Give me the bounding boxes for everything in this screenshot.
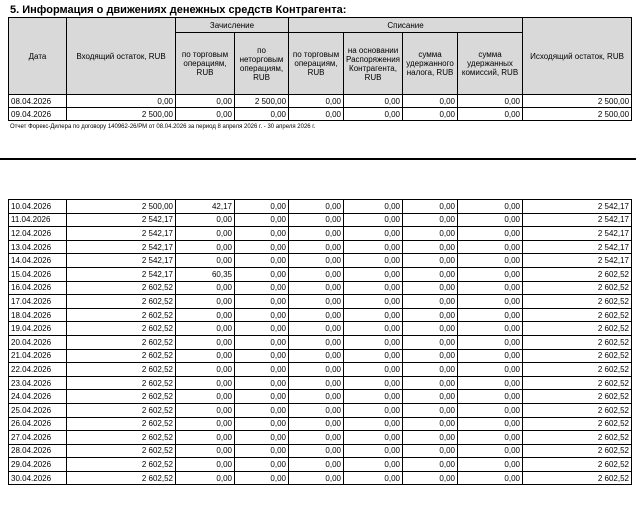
cell-date: 12.04.2026 <box>9 227 67 241</box>
cell-amount: 2 542,17 <box>523 227 632 241</box>
cell-amount: 0,00 <box>289 240 344 254</box>
cell-amount: 0,00 <box>344 200 403 214</box>
cash-movements-table <box>8 17 632 121</box>
cell-amount: 0,00 <box>235 335 289 349</box>
cell-amount: 0,00 <box>176 444 235 458</box>
cell-amount: 0,00 <box>289 281 344 295</box>
cell-amount: 0,00 <box>403 240 458 254</box>
cell-amount: 0,00 <box>344 349 403 363</box>
cell-amount: 0,00 <box>344 471 403 485</box>
header-debit-trade: по торговым операциям, RUB <box>289 33 344 95</box>
cell-date: 17.04.2026 <box>9 295 67 309</box>
cell-amount: 0,00 <box>289 417 344 431</box>
cell-amount: 0,00 <box>235 471 289 485</box>
cell-date: 27.04.2026 <box>9 431 67 445</box>
cell-amount: 0,00 <box>403 200 458 214</box>
cell-date: 22.04.2026 <box>9 363 67 377</box>
cell-amount: 0,00 <box>458 335 523 349</box>
table-row <box>9 308 632 322</box>
table-row <box>9 281 632 295</box>
cell-amount: 2 602,52 <box>67 403 176 417</box>
cell-amount: 0,00 <box>403 227 458 241</box>
cell-amount: 2 500,00 <box>235 95 289 108</box>
cell-amount: 2 602,52 <box>523 431 632 445</box>
cell-amount: 0,00 <box>235 431 289 445</box>
table-row <box>9 240 632 254</box>
cell-amount: 0,00 <box>403 95 458 108</box>
cell-amount: 0,00 <box>176 403 235 417</box>
table-row <box>9 471 632 485</box>
header-debit-tax: сумма удержанного налога, RUB <box>403 33 458 95</box>
cell-amount: 0,00 <box>403 254 458 268</box>
cell-amount: 0,00 <box>344 417 403 431</box>
cell-amount: 0,00 <box>289 200 344 214</box>
cell-amount: 0,00 <box>458 108 523 121</box>
cell-amount: 0,00 <box>344 295 403 309</box>
cell-amount: 0,00 <box>235 281 289 295</box>
cell-amount: 0,00 <box>403 322 458 336</box>
cell-date: 15.04.2026 <box>9 267 67 281</box>
table-row <box>9 349 632 363</box>
table-row <box>9 227 632 241</box>
cell-amount: 0,00 <box>289 335 344 349</box>
cell-amount: 0,00 <box>344 213 403 227</box>
cell-amount: 0,00 <box>458 417 523 431</box>
cell-amount: 0,00 <box>289 363 344 377</box>
cell-amount: 0,00 <box>176 471 235 485</box>
cell-date: 20.04.2026 <box>9 335 67 349</box>
cell-amount: 0,00 <box>289 227 344 241</box>
cell-amount: 0,00 <box>176 390 235 404</box>
cell-amount: 0,00 <box>403 390 458 404</box>
cell-amount: 42,17 <box>176 200 235 214</box>
table-row <box>9 458 632 472</box>
cell-date: 29.04.2026 <box>9 458 67 472</box>
cell-amount: 2 542,17 <box>67 267 176 281</box>
cell-amount: 0,00 <box>289 108 344 121</box>
cell-amount: 0,00 <box>458 390 523 404</box>
cell-date: 18.04.2026 <box>9 308 67 322</box>
cell-amount: 0,00 <box>235 240 289 254</box>
cell-amount: 2 542,17 <box>67 213 176 227</box>
cell-amount: 0,00 <box>235 108 289 121</box>
cell-amount: 0,00 <box>176 240 235 254</box>
cell-amount: 0,00 <box>176 254 235 268</box>
cell-amount: 0,00 <box>344 254 403 268</box>
cell-amount: 2 542,17 <box>523 254 632 268</box>
cell-amount: 0,00 <box>344 281 403 295</box>
cell-amount: 0,00 <box>344 376 403 390</box>
cell-amount: 0,00 <box>176 108 235 121</box>
table-row <box>9 254 632 268</box>
cell-amount: 0,00 <box>176 227 235 241</box>
cell-amount: 0,00 <box>344 363 403 377</box>
table-row <box>9 200 632 214</box>
cell-amount: 0,00 <box>344 240 403 254</box>
cell-amount: 0,00 <box>403 295 458 309</box>
cell-amount: 0,00 <box>235 390 289 404</box>
cell-amount: 2 602,52 <box>67 471 176 485</box>
cell-amount: 2 602,52 <box>523 403 632 417</box>
cell-amount: 0,00 <box>176 281 235 295</box>
cell-amount: 0,00 <box>458 213 523 227</box>
cell-amount: 0,00 <box>289 254 344 268</box>
cell-amount: 0,00 <box>235 458 289 472</box>
cell-amount: 0,00 <box>289 308 344 322</box>
table-row <box>9 376 632 390</box>
cell-amount: 2 602,52 <box>67 431 176 445</box>
cell-amount: 0,00 <box>403 363 458 377</box>
cell-amount: 0,00 <box>289 95 344 108</box>
cell-amount: 0,00 <box>344 95 403 108</box>
cell-amount: 0,00 <box>458 471 523 485</box>
cell-amount: 0,00 <box>235 200 289 214</box>
cell-amount: 2 602,52 <box>523 458 632 472</box>
cell-amount: 2 602,52 <box>523 444 632 458</box>
cell-amount: 2 602,52 <box>67 349 176 363</box>
cell-amount: 0,00 <box>235 227 289 241</box>
cell-amount: 2 542,17 <box>67 254 176 268</box>
cell-amount: 2 542,17 <box>523 213 632 227</box>
cell-amount: 0,00 <box>458 349 523 363</box>
header-credit-group: Зачисление <box>176 18 289 33</box>
report-footer-note: Отчет Форекс-Дилера по договору 140962-26/РМ от 08.04.2026 за период 8 апреля 2026 г. - 30 апреля 2026 г. <box>10 124 316 130</box>
cell-amount: 2 602,52 <box>67 308 176 322</box>
cell-amount: 0,00 <box>403 431 458 445</box>
cell-amount: 0,00 <box>344 403 403 417</box>
cell-amount: 0,00 <box>344 458 403 472</box>
cell-amount: 0,00 <box>289 349 344 363</box>
table-row <box>9 295 632 309</box>
cell-amount: 0,00 <box>403 458 458 472</box>
cell-amount: 0,00 <box>344 431 403 445</box>
cell-amount: 0,00 <box>458 363 523 377</box>
cell-date: 11.04.2026 <box>9 213 67 227</box>
cell-amount: 2 500,00 <box>523 95 632 108</box>
table-row <box>9 403 632 417</box>
header-date: Дата <box>9 18 67 95</box>
cell-amount: 2 602,52 <box>523 322 632 336</box>
cell-amount: 0,00 <box>344 322 403 336</box>
cell-amount: 0,00 <box>176 95 235 108</box>
header-debit-group: Списание <box>289 18 523 33</box>
cell-amount: 2 602,52 <box>523 295 632 309</box>
cell-amount: 0,00 <box>458 444 523 458</box>
cell-amount: 0,00 <box>289 213 344 227</box>
cell-amount: 0,00 <box>458 95 523 108</box>
cell-amount: 0,00 <box>344 335 403 349</box>
table-row <box>9 363 632 377</box>
cell-amount: 0,00 <box>235 444 289 458</box>
table-row <box>9 335 632 349</box>
table-row <box>9 431 632 445</box>
cell-date: 19.04.2026 <box>9 322 67 336</box>
cell-amount: 2 542,17 <box>67 227 176 241</box>
cell-date: 24.04.2026 <box>9 390 67 404</box>
cell-amount: 2 602,52 <box>523 471 632 485</box>
cell-date: 21.04.2026 <box>9 349 67 363</box>
cell-amount: 2 602,52 <box>67 390 176 404</box>
cell-date: 10.04.2026 <box>9 200 67 214</box>
cell-amount: 2 602,52 <box>67 444 176 458</box>
cell-amount: 0,00 <box>403 267 458 281</box>
header-closing-balance: Исходящий остаток, RUB <box>523 18 632 95</box>
cell-amount: 0,00 <box>458 431 523 445</box>
cell-amount: 0,00 <box>235 295 289 309</box>
cell-amount: 0,00 <box>176 458 235 472</box>
table-row <box>9 267 632 281</box>
cell-amount: 2 542,17 <box>67 240 176 254</box>
cell-amount: 0,00 <box>458 254 523 268</box>
cell-amount: 0,00 <box>176 417 235 431</box>
cell-amount: 0,00 <box>176 308 235 322</box>
cell-amount: 0,00 <box>176 335 235 349</box>
cell-amount: 2 602,52 <box>523 281 632 295</box>
cell-amount: 0,00 <box>176 376 235 390</box>
cell-amount: 0,00 <box>176 322 235 336</box>
cell-amount: 0,00 <box>67 95 176 108</box>
cell-amount: 0,00 <box>289 390 344 404</box>
cell-amount: 0,00 <box>403 403 458 417</box>
cell-amount: 2 602,52 <box>67 376 176 390</box>
cell-amount: 0,00 <box>289 295 344 309</box>
cell-amount: 0,00 <box>235 308 289 322</box>
cell-amount: 2 602,52 <box>523 376 632 390</box>
cell-amount: 0,00 <box>403 308 458 322</box>
cell-amount: 2 602,52 <box>523 417 632 431</box>
section-title: 5. Информация о движениях денежных средств Контрагента: <box>10 4 347 16</box>
cell-amount: 2 602,52 <box>523 390 632 404</box>
table-row <box>9 95 632 108</box>
header-credit-trade: по торговым операциям, RUB <box>176 33 235 95</box>
table-row <box>9 444 632 458</box>
cell-amount: 0,00 <box>403 213 458 227</box>
cell-amount: 0,00 <box>458 458 523 472</box>
cell-amount: 0,00 <box>458 295 523 309</box>
cell-amount: 0,00 <box>289 322 344 336</box>
cell-amount: 2 602,52 <box>523 308 632 322</box>
cell-amount: 0,00 <box>344 308 403 322</box>
cell-amount: 0,00 <box>458 376 523 390</box>
header-credit-nontrade: по неторговым операциям, RUB <box>235 33 289 95</box>
cell-amount: 0,00 <box>344 227 403 241</box>
cell-amount: 0,00 <box>289 376 344 390</box>
header-debit-order: на основании Распоряжения Контрагента, RUB <box>344 33 403 95</box>
cell-amount: 0,00 <box>289 458 344 472</box>
cell-amount: 2 542,17 <box>523 240 632 254</box>
cell-date: 25.04.2026 <box>9 403 67 417</box>
cell-amount: 0,00 <box>289 431 344 445</box>
header-opening-balance: Входящий остаток, RUB <box>67 18 176 95</box>
cell-amount: 0,00 <box>176 349 235 363</box>
table-body-top <box>9 95 632 121</box>
cell-amount: 0,00 <box>458 322 523 336</box>
cell-amount: 0,00 <box>403 417 458 431</box>
table-row <box>9 417 632 431</box>
cell-date: 23.04.2026 <box>9 376 67 390</box>
cell-amount: 2 602,52 <box>67 295 176 309</box>
cell-amount: 0,00 <box>403 349 458 363</box>
cell-amount: 0,00 <box>176 295 235 309</box>
cell-amount: 0,00 <box>176 363 235 377</box>
cell-amount: 0,00 <box>344 390 403 404</box>
cell-amount: 0,00 <box>235 376 289 390</box>
cell-amount: 0,00 <box>344 444 403 458</box>
cell-amount: 2 500,00 <box>67 108 176 121</box>
table-row <box>9 108 632 121</box>
cell-amount: 0,00 <box>235 322 289 336</box>
cell-amount: 0,00 <box>458 200 523 214</box>
table-row <box>9 213 632 227</box>
cell-amount: 0,00 <box>344 267 403 281</box>
cell-amount: 0,00 <box>458 403 523 417</box>
cell-date: 30.04.2026 <box>9 471 67 485</box>
cell-amount: 0,00 <box>403 471 458 485</box>
cell-amount: 2 602,52 <box>523 267 632 281</box>
cell-amount: 2 500,00 <box>523 108 632 121</box>
cell-amount: 0,00 <box>458 240 523 254</box>
cell-amount: 0,00 <box>344 108 403 121</box>
table-body-bottom <box>9 200 632 485</box>
cell-amount: 0,00 <box>235 349 289 363</box>
cell-amount: 0,00 <box>235 254 289 268</box>
page-break-divider <box>0 158 636 160</box>
cell-amount: 0,00 <box>235 403 289 417</box>
cell-amount: 0,00 <box>235 267 289 281</box>
cell-amount: 2 602,52 <box>67 363 176 377</box>
cell-amount: 0,00 <box>458 308 523 322</box>
cell-amount: 0,00 <box>458 281 523 295</box>
cell-amount: 0,00 <box>235 417 289 431</box>
cell-amount: 2 602,52 <box>67 458 176 472</box>
cell-amount: 0,00 <box>403 335 458 349</box>
cell-date: 26.04.2026 <box>9 417 67 431</box>
cell-amount: 0,00 <box>289 403 344 417</box>
cell-amount: 0,00 <box>289 444 344 458</box>
cell-amount: 2 602,52 <box>523 335 632 349</box>
cell-date: 09.04.2026 <box>9 108 67 121</box>
cell-amount: 0,00 <box>235 213 289 227</box>
cell-amount: 0,00 <box>403 108 458 121</box>
cell-date: 08.04.2026 <box>9 95 67 108</box>
cell-amount: 2 602,52 <box>523 363 632 377</box>
cell-amount: 2 542,17 <box>523 200 632 214</box>
cell-amount: 2 602,52 <box>67 417 176 431</box>
cell-amount: 0,00 <box>403 281 458 295</box>
cell-date: 13.04.2026 <box>9 240 67 254</box>
cell-amount: 0,00 <box>176 213 235 227</box>
cell-date: 28.04.2026 <box>9 444 67 458</box>
cell-amount: 0,00 <box>235 363 289 377</box>
cash-movements-table-continued <box>8 199 632 485</box>
header-debit-fee: сумма удержанных комиссий, RUB <box>458 33 523 95</box>
cell-date: 16.04.2026 <box>9 281 67 295</box>
cell-amount: 0,00 <box>289 471 344 485</box>
cell-amount: 0,00 <box>403 376 458 390</box>
cell-amount: 60,35 <box>176 267 235 281</box>
cell-amount: 2 500,00 <box>67 200 176 214</box>
cell-date: 14.04.2026 <box>9 254 67 268</box>
cell-amount: 0,00 <box>289 267 344 281</box>
cell-amount: 2 602,52 <box>523 349 632 363</box>
cell-amount: 2 602,52 <box>67 322 176 336</box>
table-row <box>9 322 632 336</box>
cell-amount: 0,00 <box>458 227 523 241</box>
cell-amount: 0,00 <box>403 444 458 458</box>
cell-amount: 0,00 <box>176 431 235 445</box>
cell-amount: 2 602,52 <box>67 281 176 295</box>
table-row <box>9 390 632 404</box>
cell-amount: 2 602,52 <box>67 335 176 349</box>
cell-amount: 0,00 <box>458 267 523 281</box>
